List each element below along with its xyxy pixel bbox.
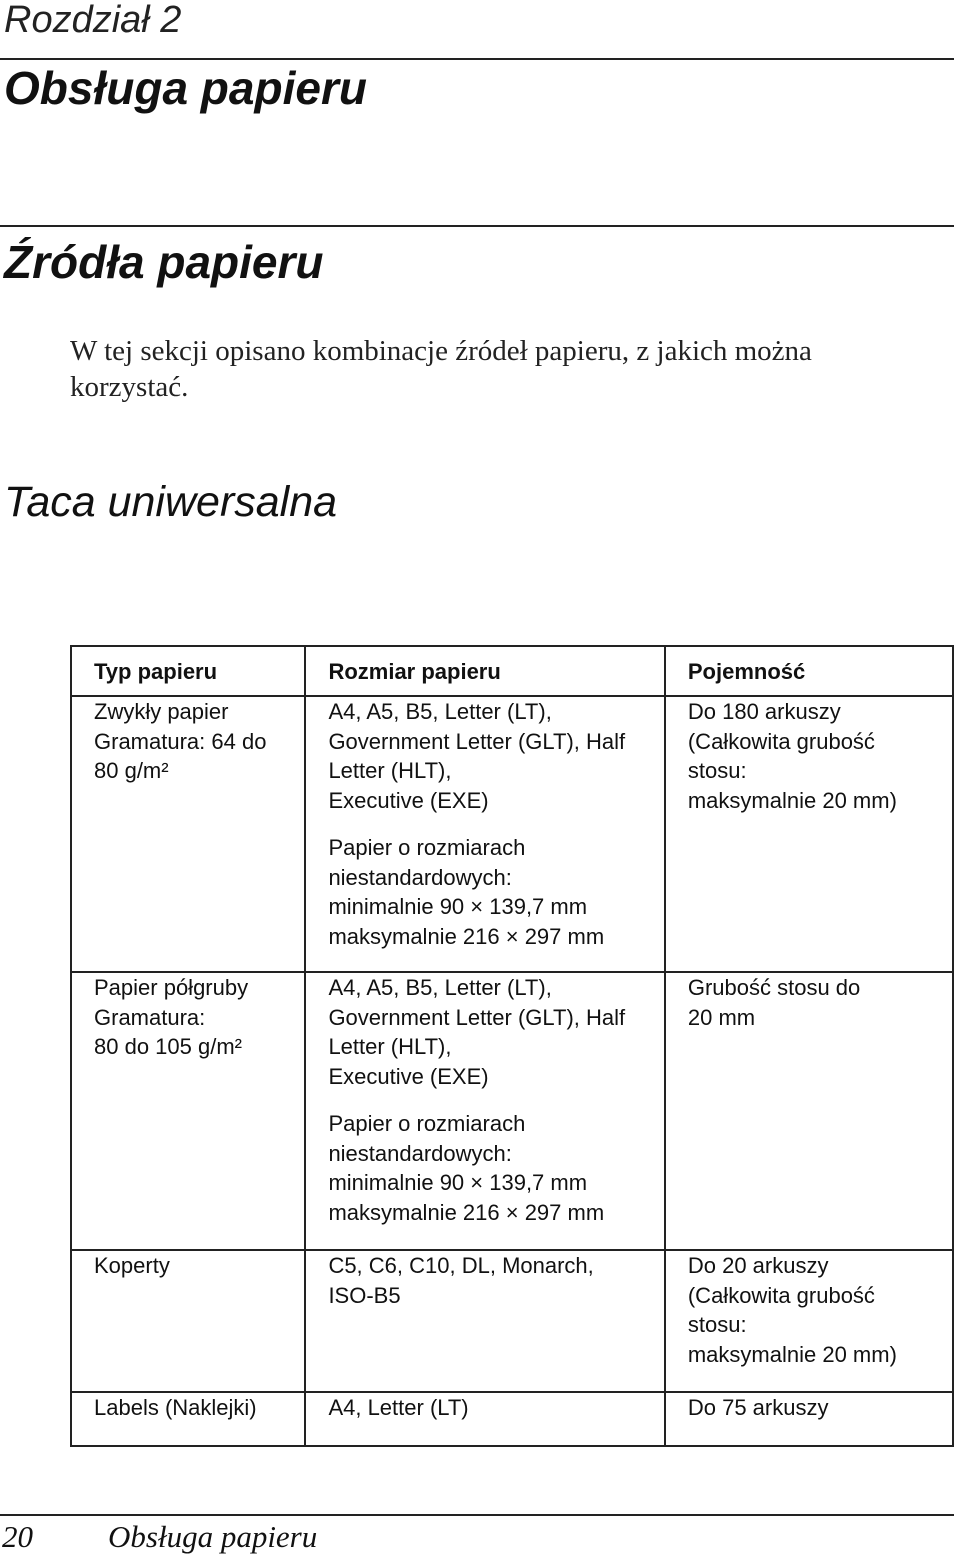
capacity-cell [665,1392,953,1446]
cell-line: minimalnie 90 × 139,7 mm [328,894,588,919]
column-header-paper-type: Typ papieru [71,646,305,696]
cell-line: stosu: [687,758,747,783]
cell-line: Letter (HLT), [328,1034,452,1059]
cell-line: 20 mm [687,1004,756,1030]
cell-line: Papier półgruby [94,975,249,1000]
cell-line: niestandardowych: [328,1140,512,1166]
cell-line: Do 20 arkuszy [687,1253,829,1278]
paper-type-cell [71,696,305,972]
table-row [71,696,953,972]
cell-line: Government Letter (GLT), Half [328,1004,626,1030]
cell-line: Zwykły papier [94,699,229,724]
cell-line: maksymalnie 216 × 297 mm [328,1199,605,1225]
size-custom [328,1109,655,1227]
section-title: Źródła papieru [4,236,324,288]
cell-line: maksymalnie 216 × 297 mm [328,923,605,949]
chapter-title: Obsługa papieru [4,62,367,114]
cell-line: (Całkowita grubość [687,728,875,754]
capacity-cell [665,972,953,1250]
cell-line: Gramatura: 64 do [94,728,267,754]
size-custom [328,833,655,951]
cell-line: Do 180 arkuszy [687,699,841,724]
size-standard [328,697,655,815]
cell-line: A4, A5, B5, Letter (LT), [328,975,552,1000]
cell-line: Koperty [94,1253,170,1278]
paper-size-cell [305,1392,664,1446]
table-row [71,1392,953,1446]
table-header-row [71,646,953,696]
paper-size-cell [305,972,664,1250]
column-header-capacity: Pojemność [665,646,953,696]
cell-line: A4, A5, B5, Letter (LT), [328,699,552,724]
intro-line: W tej sekcji opisano kombinacje źródeł papieru, z jakich można [70,335,812,367]
cell-line: A4, Letter (LT) [328,1395,469,1420]
cell-line: Executive (EXE) [328,1063,489,1089]
cell-line: Gramatura: [94,1004,206,1030]
section-rule [0,225,954,227]
cell-line: Labels (Naklejki) [94,1395,257,1420]
subsection-title: Taca uniwersalna [4,478,338,526]
paper-sources-table [70,645,954,1447]
cell-line: Papier o rozmiarach [328,835,526,860]
paper-size-cell [305,696,664,972]
cell-line: Papier o rozmiarach [328,1111,526,1136]
paper-size-cell [305,1250,664,1392]
column-header-paper-size: Rozmiar papieru [305,646,664,696]
cell-line: maksymalnie 20 mm) [687,1341,897,1367]
cell-line: (Całkowita grubość [687,1282,875,1308]
footer-page-number: 20 [2,1519,33,1554]
cell-line: Executive (EXE) [328,787,489,813]
intro-paragraph [70,333,890,405]
size-standard [328,973,655,1091]
footer-rule [0,1514,954,1516]
cell-line: niestandardowych: [328,864,512,890]
cell-line: maksymalnie 20 mm) [687,787,897,813]
cell-line: C5, C6, C10, DL, Monarch, [328,1253,594,1278]
paper-type-cell [71,1250,305,1392]
cell-line: Letter (HLT), [328,758,452,783]
paper-type-cell [71,972,305,1250]
cell-line: stosu: [687,1312,747,1337]
table-row [71,1250,953,1392]
cell-line: minimalnie 90 × 139,7 mm [328,1170,588,1195]
intro-line: korzystać. [70,371,189,403]
chapter-label: Rozdział 2 [4,0,182,41]
cell-line: Do 75 arkuszy [687,1395,829,1420]
cell-line: Government Letter (GLT), Half [328,728,626,754]
cell-line: ISO-B5 [328,1282,401,1308]
cell-line: 80 g/m² [94,758,169,783]
capacity-cell [665,696,953,972]
footer-running-title: Obsługa papieru [108,1519,318,1554]
cell-line: 80 do 105 g/m² [94,1034,242,1059]
paper-type-cell [71,1392,305,1446]
cell-line: Grubość stosu do [687,975,861,1000]
capacity-cell [665,1250,953,1392]
table-row [71,972,953,1250]
